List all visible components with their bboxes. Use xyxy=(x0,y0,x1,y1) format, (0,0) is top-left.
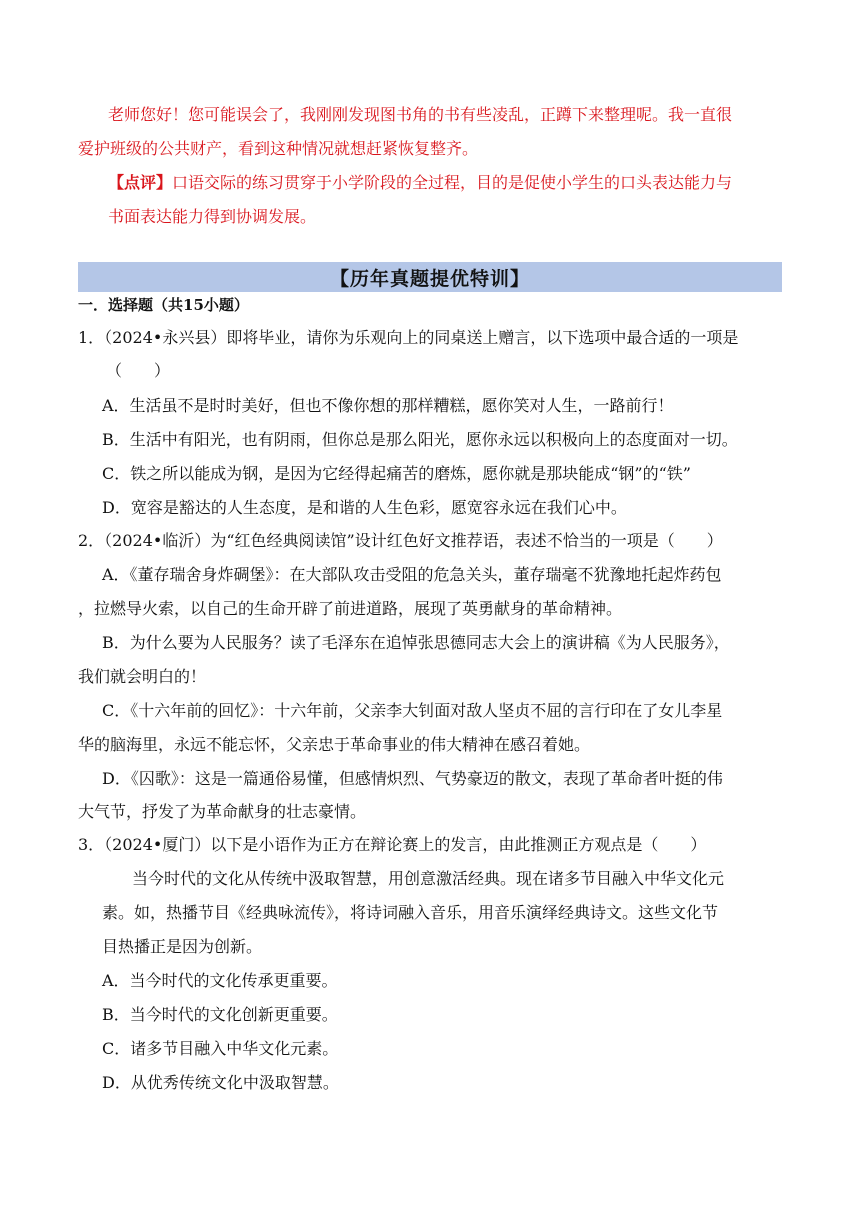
q3-passage-line-3: 目热播正是因为创新。 xyxy=(102,937,263,956)
q2-option-c-line-1: C．《十六年前的回忆》：十六年前，父亲李大钊面对敌人坚贞不屈的言行印在了女儿李星 xyxy=(102,701,723,720)
q3-passage-line-1: 当今时代的文化从传统中汲取智慧，用创意激活经典。现在诸多节目融入中华文化元 xyxy=(132,869,725,888)
q3-option-a: A．当今时代的文化传承更重要。 xyxy=(102,971,338,990)
q2-option-b-line-1: B．为什么要为人民服务？读了毛泽东在追悼张思德同志大会上的演讲稿《为人民服务》， xyxy=(102,633,730,652)
q1-option-d: D．宽容是豁达的人生态度，是和谐的人生色彩，愿宽容永远在我们心中。 xyxy=(102,498,627,517)
q1-option-b: B．生活中有阳光，也有阴雨，但你总是那么阳光，愿你永远以积极向上的态度面对一切。 xyxy=(102,430,738,449)
comment-line-2: 书面表达能力得到协调发展。 xyxy=(108,207,317,226)
section-banner xyxy=(78,262,782,292)
comment-tag: 【点评】 xyxy=(108,173,173,192)
q1-option-c: C．铁之所以能成为钢，是因为它经得起痛苦的磨炼，愿你就是那块能成“钢”的“铁” xyxy=(102,464,691,483)
q2-stem: 2．（2024•临沂）为“红色经典阅读馆”设计红色好文推荐语，表述不恰当的一项是（ ） xyxy=(78,531,723,550)
q2-option-c-line-2: 华的脑海里，永远不能忘怀，父亲忠于革命事业的伟大精神在感召着她。 xyxy=(78,735,591,754)
q3-passage-line-2: 素。如，热播节目《经典咏流传》，将诗词融入音乐，用音乐演绎经典诗文。这些文化节 xyxy=(102,903,719,922)
q3-option-b: B．当今时代的文化创新更重要。 xyxy=(102,1005,338,1024)
comment-line-1 xyxy=(108,172,732,194)
q2-option-d-line-1: D．《囚歌》：这是一篇通俗易懂，但感情炽烈、气势豪迈的散文，表现了革命者叶挺的伟 xyxy=(102,769,723,788)
comment-text: 口语交际的练习贯穿于小学阶段的全过程，目的是促使小学生的口头表达能力与 xyxy=(172,173,733,192)
q3-option-d: D．从优秀传统文化中汲取智慧。 xyxy=(102,1073,339,1092)
q2-option-d-line-2: 大气节，抒发了为革命献身的壮志豪情。 xyxy=(78,802,367,821)
reply-line-1: 老师您好！您可能误会了，我刚刚发现图书角的书有些凌乱，正蹲下来整理呢。我一直很 xyxy=(108,105,733,124)
q1-stem-line-1: 1．（2024•永兴县）即将毕业，请你为乐观向上的同桌送上赠言，以下选项中最合适的一项是 xyxy=(78,328,739,347)
q1-option-a: A．生活虽不是时时美好，但也不像你想的那样糟糕，愿你笑对人生，一路前行！ xyxy=(102,396,674,415)
q2-option-b-line-2: 我们就会明白的！ xyxy=(78,667,207,686)
q3-option-c: C．诸多节目融入中华文化元素。 xyxy=(102,1039,339,1058)
reply-line-2: 爱护班级的公共财产，看到这种情况就想赶紧恢复整齐。 xyxy=(78,139,479,158)
banner-title: 【历年真题提优特训】 xyxy=(329,267,530,290)
section-title: 一．选择题（共15小题） xyxy=(78,296,249,314)
q3-stem: 3．（2024•厦门）以下是小语作为正方在辩论赛上的发言，由此推测正方观点是（ ） xyxy=(78,835,707,854)
q2-option-a-line-1: A．《董存瑞舍身炸碉堡》：在大部队攻击受阻的危急关头，董存瑞毫不犹豫地托起炸药包 xyxy=(102,565,722,584)
q1-stem-line-2: （ ） xyxy=(106,361,171,380)
q2-option-a-line-2: ，拉燃导火索，以自己的生命开辟了前进道路，展现了英勇献身的革命精神。 xyxy=(78,599,623,618)
